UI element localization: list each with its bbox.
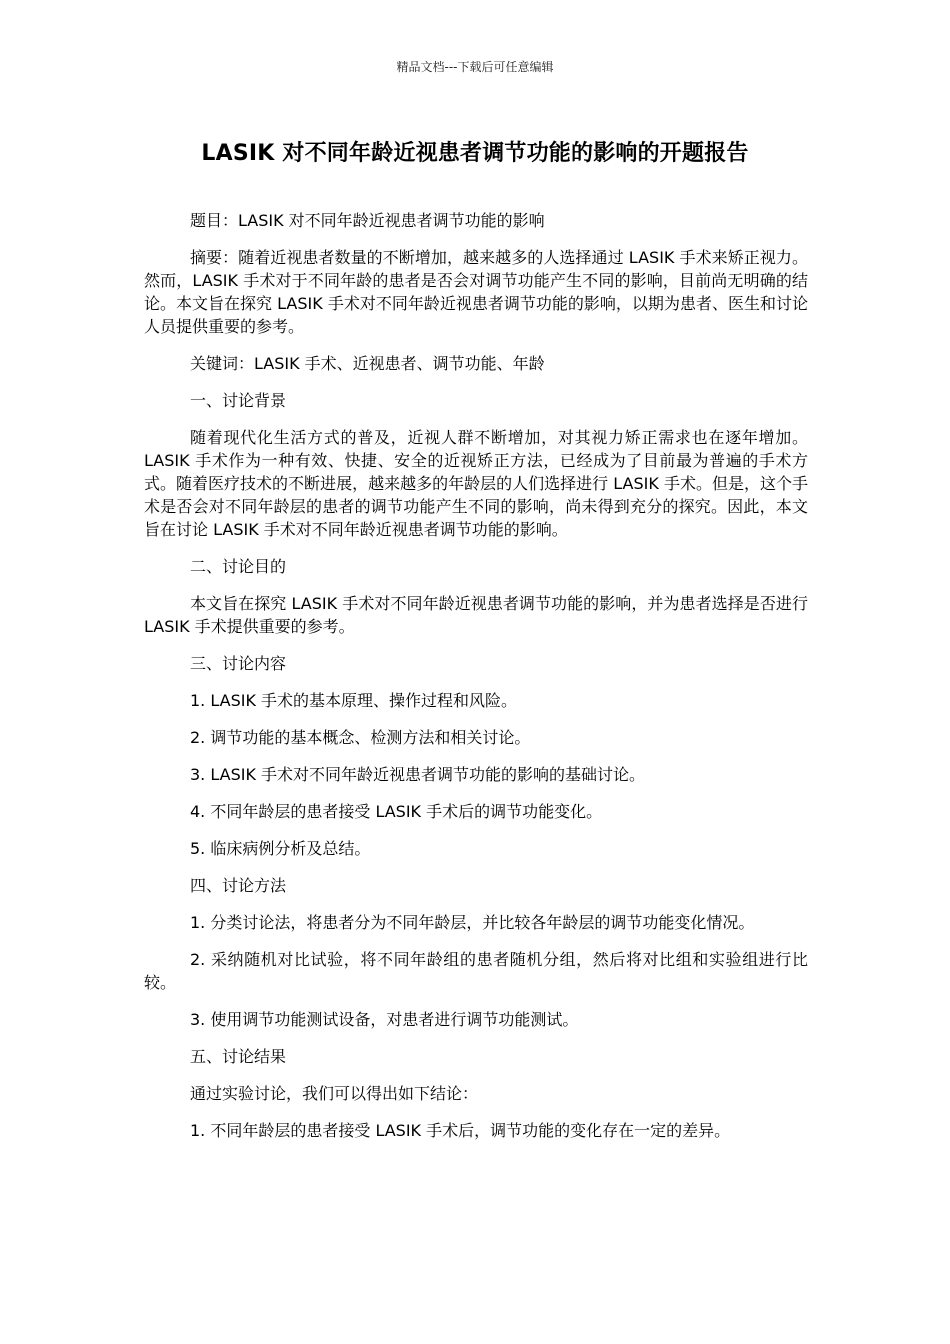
list-item-method-3: 3. 使用调节功能测试设备，对患者进行调节功能测试。 (190, 1010, 579, 1029)
list-item-method-2: 2. 采纳随机对比试验，将不同年龄组的患者随机分组，然后将对比组和实验组进行比较。 (144, 950, 808, 992)
paragraph-abstract: 摘要：随着近视患者数量的不断增加，越来越多的人选择通过 LASIK 手术来矫正视力。然而，LASIK 手术对于不同年龄的患者是否会对调节功能产生不同的影响，目前尚无明确的结论。本文旨在探究 LASIK 手术对不同年龄近视患者调节功能的影响，以期为患者、医生和讨论人员提供重要的参考。 (144, 248, 808, 336)
list-item-result-1: 1. 不同年龄层的患者接受 LASIK 手术后，调节功能的变化存在一定的差异。 (190, 1121, 731, 1140)
paragraph-topic: 题目：LASIK 对不同年龄近视患者调节功能的影响 (190, 211, 545, 230)
list-item-content-1: 1. LASIK 手术的基本原理、操作过程和风险。 (190, 691, 518, 710)
paragraph-background: 随着现代化生活方式的普及，近视人群不断增加，对其视力矫正需求也在逐年增加。LASIK 手术作为一种有效、快捷、安全的近视矫正方法，已经成为了目前最为普遍的手术方式。随着医疗技术的不断进展，越来越多的年龄层的人们选择进行 LASIK 手术。但是，这个手术是否会对不同年龄层的患者的调节功能产生不同的影响，尚未得到充分的探究。因此，本文旨在讨论 LASIK 手术对不同年龄近视患者调节功能的影响。 (144, 428, 808, 539)
section-heading-purpose: 二、讨论目的 (190, 557, 287, 576)
section-heading-results: 五、讨论结果 (190, 1047, 287, 1066)
list-item-method-1: 1. 分类讨论法，将患者分为不同年龄层，并比较各年龄层的调节功能变化情况。 (190, 913, 755, 932)
list-item-content-5: 5. 临床病例分析及总结。 (190, 839, 371, 858)
document-body (144, 209, 808, 1156)
paragraph-purpose: 本文旨在探究 LASIK 手术对不同年龄近视患者调节功能的影响，并为患者选择是否进行 LASIK 手术提供重要的参考。 (144, 594, 808, 636)
section-heading-background: 一、讨论背景 (190, 391, 287, 410)
paragraph-keywords: 关键词：LASIK 手术、近视患者、调节功能、年龄 (190, 354, 545, 373)
list-item-content-2: 2. 调节功能的基本概念、检测方法和相关讨论。 (190, 728, 531, 747)
paragraph-results-intro: 通过实验讨论，我们可以得出如下结论： (190, 1084, 479, 1103)
list-item-content-4: 4. 不同年龄层的患者接受 LASIK 手术后的调节功能变化。 (190, 802, 603, 821)
section-heading-methods: 四、讨论方法 (190, 876, 287, 895)
header-note: 精品文档---下载后可任意编辑 (396, 60, 554, 74)
list-item-content-3: 3. LASIK 手术对不同年龄近视患者调节功能的影响的基础讨论。 (190, 765, 646, 784)
document-title: LASIK 对不同年龄近视患者调节功能的影响的开题报告 (201, 141, 749, 166)
section-heading-content: 三、讨论内容 (190, 654, 287, 673)
